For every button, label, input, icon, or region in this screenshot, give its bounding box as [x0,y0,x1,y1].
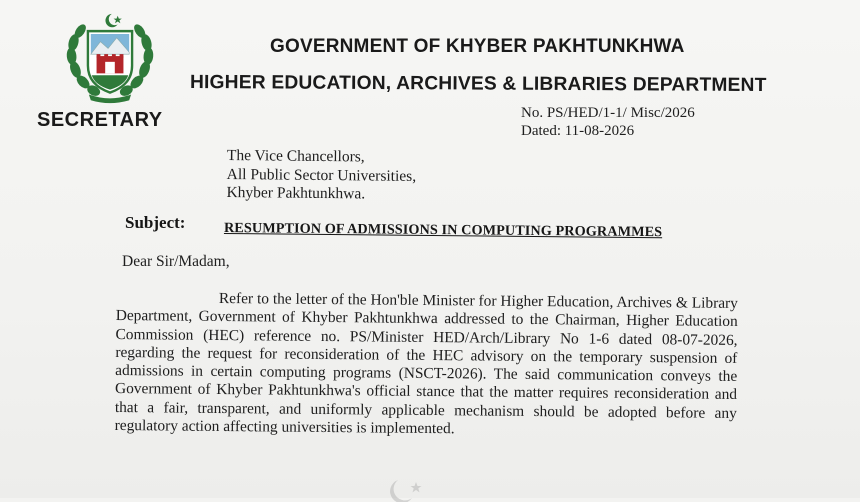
reference-number: No. PS/HED/1-1/ Misc/2026 [521,105,695,121]
subject-label: Subject: [125,213,186,232]
crescent-star-watermark-icon [376,478,436,502]
subject-text: RESUMPTION OF ADMISSIONS IN COMPUTING PROGRAMMES [223,220,663,241]
addressee-line: All Public Sector Universities, [226,165,417,185]
letterhead-department-title: HIGHER EDUCATION, ARCHIVES & LIBRARIES DEPARTMENT [189,72,767,97]
addressee-line: The Vice Chancellors, [226,147,365,166]
letterhead-office-title: SECRETARY [37,109,163,131]
letter-body-paragraph: Refer to the letter of the Hon'ble Minister for Higher Education, Archives & Library Department, Government of Khyber Pakhtunkhwa addressed to the Chairman, Higher Education Commission (HEC) reference no. PS/Minister HED/Arch/Library No 1-6 dated 08-07-2026, regarding the request for reconsideration of the HEC advisory on the temporary suspension of admissions in certain computing programs (NSCT-2026). The said communication conveys the Government of Khyber Pakhtunkhwa's official stance that the matter requires reconsideration and that a fair, transparent, and uniformly applicable mechanism should be adopted before any regulatory action affecting universities is implemented. [114,289,738,438]
salutation: Dear Sir/Madam, [122,253,230,270]
khyber-pakhtunkhwa-emblem-icon [62,10,158,106]
reference-date: Dated: 11-08-2026 [521,123,635,139]
letterhead-government-title: GOVERNMENT OF KHYBER PAKHTUNKHWA [270,36,685,57]
reference-block [521,104,695,140]
addressee-line: Khyber Pakhtunkhwa. [226,183,366,203]
addressee-block [226,147,416,204]
